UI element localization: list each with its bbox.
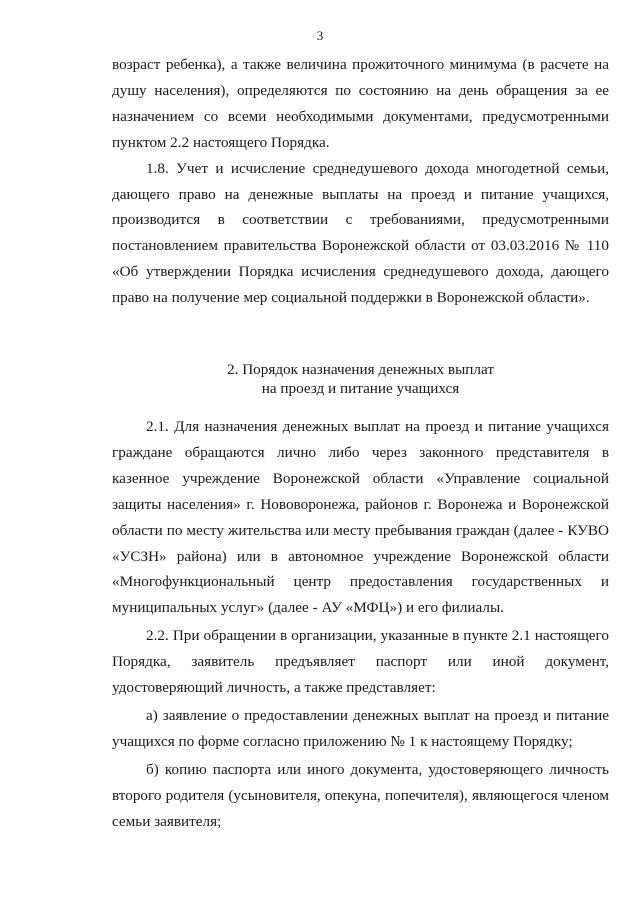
page-number: 3 bbox=[316, 28, 324, 43]
section-2-heading bbox=[112, 360, 609, 398]
continuation-paragraph: возраст ребенка), а также величина прожиточного минимума (в расчете на душу населения), определяются по состоянию на день обращения за ее назначением со всеми необходимыми документами, предусмотренными пунктом 2.2 настоящего Порядка. bbox=[112, 56, 609, 151]
list-item-b: б) копию паспорта или иного документа, удостоверяющего личность второго родителя (усыновителя, опекуна, попечителя), являющегося членом семьи заявителя; bbox=[112, 760, 609, 830]
section-1-text bbox=[112, 52, 609, 311]
paragraph-1-8: 1.8. Учет и исчисление среднедушевого дохода многодетной семьи, дающего право на денежные выплаты на проезд и питание учащихся, производится в соответствии с требованиями, предусмотренными постановлением правительства Воронежской области от 03.03.2016 № 110 «Об утверждении Порядка исчисления среднедушевого дохода, дающего право на получение мер социальной поддержки в Воронежской области». bbox=[112, 159, 609, 307]
section-2-text bbox=[112, 414, 609, 835]
section-2-heading-line-2: на проезд и питание учащихся bbox=[261, 380, 460, 397]
paragraph-2-1: 2.1. Для назначения денежных выплат на проезд и питание учащихся граждане обращаются лично либо через законного представителя в казенное учреждение Воронежской области «Управление социальной защиты населения» г. Нововоронежа, районов г. Воронежа и Воронежской области по месту жительства или месту пребывания граждан (далее - КУВО «УСЗН» района) или в автономное учреждение Воронежской области «Многофункциональный центр предоставления государственных и муниципальных услуг» (далее - АУ «МФЦ») и его филиалы. bbox=[112, 418, 609, 617]
list-item-a: а) заявление о предоставлении денежных выплат на проезд и питание учащихся по форме согласно приложению № 1 к настоящему Порядку; bbox=[112, 706, 609, 750]
paragraph-2-2: 2.2. При обращении в организации, указанные в пункте 2.1 настоящего Порядка, заявитель предъявляет паспорт или иной документ, удостоверяющий личность, а также представляет: bbox=[112, 627, 609, 697]
section-2-heading-line-1: 2. Порядок назначения денежных выплат bbox=[227, 361, 494, 378]
